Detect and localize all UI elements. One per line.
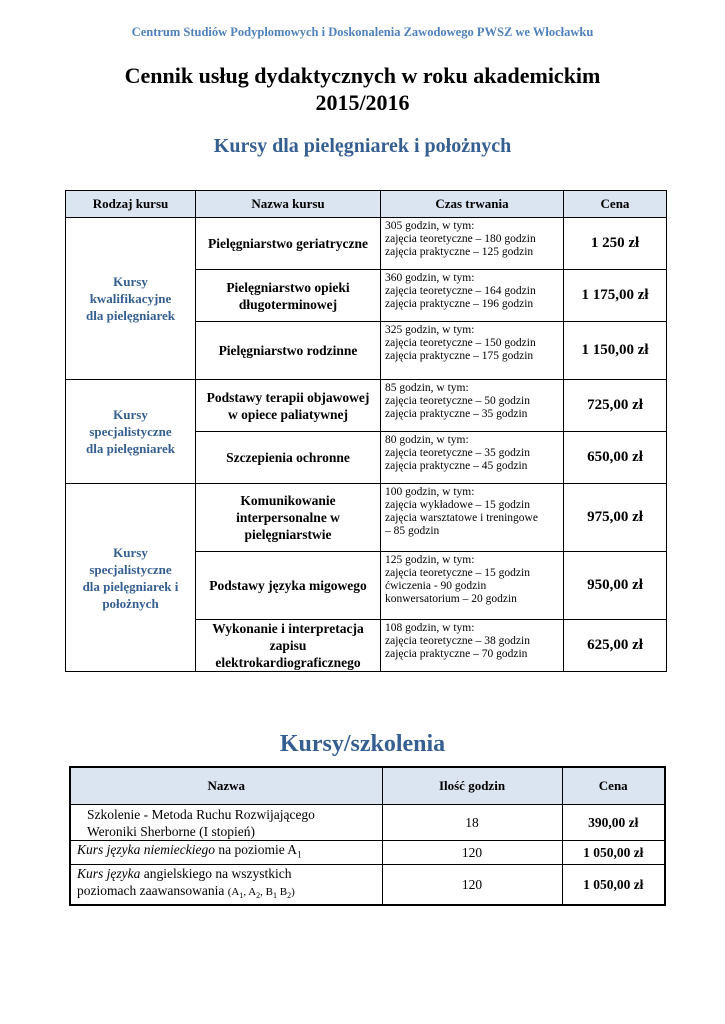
- course-category: Kursy specjalistyczne dla pielęgniarek i położnych: [66, 484, 196, 672]
- course-price: 975,00 zł: [564, 484, 667, 552]
- title-line-1: Cennik usług dydaktycznych w roku akademickim: [124, 63, 601, 88]
- course-price: 625,00 zł: [564, 620, 667, 672]
- course-name: Komunikowanie interpersonalne w pielęgniarstwie: [196, 484, 381, 552]
- training-hours: 120: [382, 841, 562, 865]
- training-name: Kurs języka angielskiego na wszystkich poziomach zaawansowania ($A_1$, $A_2$, $B_1$ $B_2$): [70, 864, 382, 905]
- table-header-row: [70, 767, 665, 805]
- course-name: Pielęgniarstwo geriatryczne: [196, 218, 381, 270]
- course-duration: 125 godzin, w tym: zajęcia teoretyczne – 15 godzin ćwiczenia - 90 godzin konwersatorium – 20 godzin: [381, 552, 564, 620]
- column-header: Czas trwania: [381, 191, 564, 218]
- column-header: Ilość godzin: [382, 767, 562, 805]
- course-duration: 100 godzin, w tym: zajęcia wykładowe – 15 godzin zajęcia warsztatowe i treningowe – 85 godzin: [381, 484, 564, 552]
- page-title: [0, 62, 725, 116]
- training-hours: 18: [382, 805, 562, 841]
- training-price: 390,00 zł: [562, 805, 665, 841]
- training-name: Szkolenie - Metoda Ruchu Rozwijającego Weroniki Sherborne (I stopień): [70, 805, 382, 841]
- course-category: Kursy kwalifikacyjne dla pielęgniarek: [66, 218, 196, 380]
- table-row: [66, 218, 667, 270]
- training-price: 1 050,00 zł: [562, 841, 665, 865]
- course-duration: 325 godzin, w tym: zajęcia teoretyczne – 150 godzin zajęcia praktyczne – 175 godzin: [381, 322, 564, 380]
- course-price: 725,00 zł: [564, 380, 667, 432]
- column-header: Rodzaj kursu: [66, 191, 196, 218]
- course-name: Podstawy języka migowego: [196, 552, 381, 620]
- course-name: Podstawy terapii objawowej w opiece paliatywnej: [196, 380, 381, 432]
- course-name: Szczepienia ochronne: [196, 432, 381, 484]
- column-header: Nazwa kursu: [196, 191, 381, 218]
- training-price: 1 050,00 zł: [562, 864, 665, 905]
- table-row: [66, 484, 667, 552]
- course-price: 950,00 zł: [564, 552, 667, 620]
- title-line-2: 2015/2016: [315, 90, 410, 115]
- language-levels: ($A_1$, $A_2$, $B_1$ $B_2$): [227, 885, 295, 900]
- table-row: [70, 864, 665, 905]
- course-category: Kursy specjalistyczne dla pielęgniarek: [66, 380, 196, 484]
- table-row: [66, 380, 667, 432]
- course-duration: 108 godzin, w tym: zajęcia teoretyczne – 38 godzin zajęcia praktyczne – 70 godzin: [381, 620, 564, 672]
- course-duration: 80 godzin, w tym: zajęcia teoretyczne – 35 godzin zajęcia praktyczne – 45 godzin: [381, 432, 564, 484]
- course-duration: 305 godzin, w tym: zajęcia teoretyczne – 180 godzin zajęcia praktyczne – 125 godzin: [381, 218, 564, 270]
- section-title-courses-trainings: Kursy/szkolenia: [279, 731, 446, 757]
- nursing-courses-table: [65, 190, 667, 672]
- table-row: [70, 841, 665, 865]
- trainings-table: [69, 766, 666, 906]
- course-duration: 85 godzin, w tym: zajęcia teoretyczne – 50 godzin zajęcia praktyczne – 35 godzin: [381, 380, 564, 432]
- course-price: 1 250 zł: [564, 218, 667, 270]
- table-header-row: [66, 191, 667, 218]
- course-name: Pielęgniarstwo opieki długoterminowej: [196, 270, 381, 322]
- course-name: Pielęgniarstwo rodzinne: [196, 322, 381, 380]
- course-price: 650,00 zł: [564, 432, 667, 484]
- section-title-nurses: Kursy dla pielęgniarek i położnych: [213, 135, 512, 157]
- column-header: Cena: [564, 191, 667, 218]
- institution-header: Centrum Studiów Podyplomowych i Doskonalenia Zawodowego PWSZ we Włocławku: [131, 25, 594, 39]
- training-name: Kurs języka niemieckiego na poziomie $A_1$: [70, 841, 382, 865]
- course-price: 1 150,00 zł: [564, 322, 667, 380]
- table-row: [70, 805, 665, 841]
- course-duration: 360 godzin, w tym: zajęcia teoretyczne – 164 godzin zajęcia praktyczne – 196 godzin: [381, 270, 564, 322]
- course-name: Wykonanie i interpretacja zapisu elektrokardiograficznego: [196, 620, 381, 672]
- training-hours: 120: [382, 864, 562, 905]
- course-price: 1 175,00 zł: [564, 270, 667, 322]
- column-header: Cena: [562, 767, 665, 805]
- column-header: Nazwa: [70, 767, 382, 805]
